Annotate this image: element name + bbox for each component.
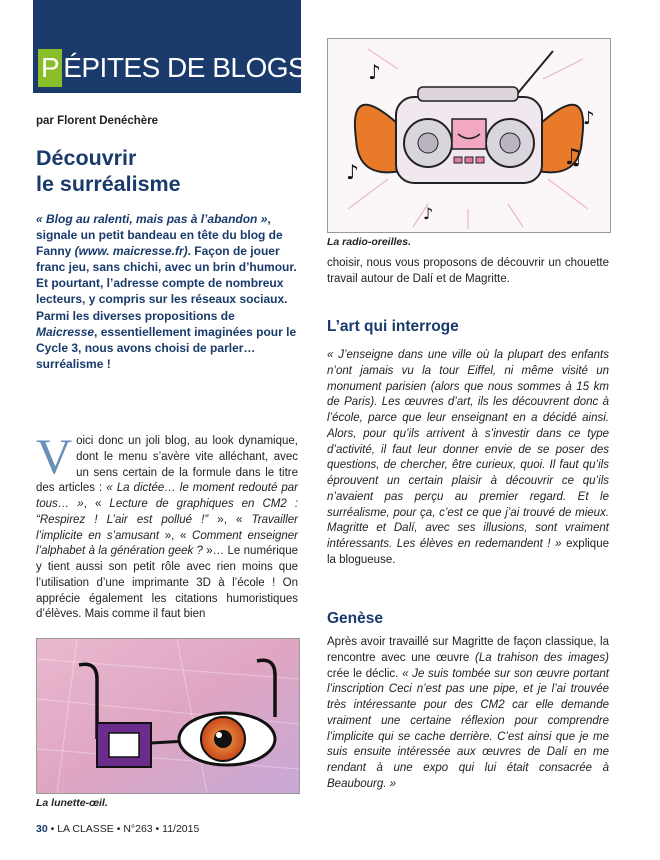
heading-art-qui-interroge: L’art qui interroge	[327, 318, 459, 335]
intro-paragraph	[36, 428, 299, 623]
lead-quote: « Blog au ralenti, mais pas à l’abandon »	[36, 212, 268, 226]
heading-genese: Genèse	[327, 610, 384, 627]
page-number: 30	[36, 823, 48, 835]
article-headline	[36, 145, 296, 197]
svg-text:♪: ♪	[368, 60, 381, 84]
article-title-3: Travailler l’implicite en s’amusant	[36, 513, 298, 542]
svg-text:♪: ♪	[423, 204, 434, 223]
art-quote-attribution: explique la blogueuse.	[327, 538, 609, 566]
headline-line-2: le surréalisme	[36, 172, 181, 196]
lead-text-2: . Façon de jouer franc jeu, sans chichi, avec un brin d’humour. Et pourtant, l’adresse compte de nombreux lecteurs, y compris sur les réseaux sociaux. Parmi les diverses propositions de	[36, 244, 297, 323]
section-title	[38, 49, 306, 87]
genese-paragraph	[327, 635, 609, 793]
intro-text-1: oici donc un joli blog, au look dynamique, dont le menu s’avère vite alléchant, avec un sens certain de la formule dans le titre des articles :	[36, 435, 298, 495]
section-title-initial: P	[38, 49, 62, 87]
headline-line-1: Découvrir	[36, 146, 137, 170]
radio-oreilles-drawing	[327, 38, 611, 233]
lead-text-3: , essentiellement imaginées pour le Cycle 3, nous avons choisi de parler… surréalisme !	[36, 324, 297, 371]
art-quote-paragraph	[327, 348, 609, 569]
svg-text:♪: ♪	[346, 160, 359, 184]
author-byline: par Florent Denéchère	[36, 115, 159, 127]
intro-text-5: »… Le numérique y tient aussi son petit rôle avec rien moins que l’utilisation d’une imprimante 3D à l’école ! On apprécie également les citations humoristiques d’élèves. Mais comme il faut bien	[36, 545, 298, 621]
intro-text-4: », «	[159, 529, 193, 542]
intro-text-2: , «	[83, 498, 110, 510]
lead-url[interactable]: (www. maicresse.fr)	[74, 244, 188, 259]
intro-text-3: », «	[208, 513, 252, 526]
page-footer	[36, 823, 199, 835]
svg-text:♫: ♫	[563, 145, 583, 170]
genese-text-2: crée le déclic.	[327, 667, 403, 680]
article-title-4: Comment enseigner l’alphabet à la génération geek ?	[36, 529, 299, 558]
genese-text-1: Après avoir travaillé sur Magritte de façon classique, la rencontre avec une œuvre	[327, 636, 609, 664]
lunette-oeil-illustration	[37, 639, 299, 793]
article-title-2: Lecture de graphiques en CM2 : “Respirez ! L’air est pollué !”	[36, 498, 299, 526]
footer-publication: • LA CLASSE • N°263 • 11/2015	[47, 823, 200, 835]
lead-blog-name: Maicresse	[36, 324, 95, 339]
genese-quote: « Je suis tombée sur son œuvre portant l’inscription Ceci n’est pas une pipe, et je l’ai trouvée très intéressante pour des CM2 car elle demande vraiment une certaine réflexion pour comprendre l’implicite qui se cache derrière. C’est ainsi que je me suis ensuite intéressée aux œuvres de Dalí en me rendant à une expo qui lui était consacrée à Beaubourg. »	[327, 667, 609, 790]
article-lead	[36, 211, 298, 372]
section-title-rest: ÉPITES DE BLOGS	[63, 52, 307, 83]
article-title-1: « La dictée… le moment redouté par tous… »	[36, 482, 298, 510]
lead-text-1: , signale un petit bandeau en tête du blog de Fanny	[36, 212, 283, 259]
radio-oreilles-illustration	[328, 39, 610, 232]
drop-cap: V	[36, 428, 73, 484]
col2-intro-paragraph: choisir, nous vous proposons de découvrir un chouette travail autour de Dalí et de Magritte.	[327, 257, 609, 285]
genese-work-title: (La trahison des images)	[475, 651, 610, 664]
caption-lunette-oeil: La lunette-œil.	[36, 797, 108, 809]
caption-radio-oreilles: La radio-oreilles.	[327, 236, 412, 248]
lunette-oeil-drawing	[36, 638, 300, 794]
art-quote: « J’enseigne dans une ville où la plupart des enfants n’ont jamais vu la tour Eiffel, ni même visité un monument parisien (alors que nous sommes à 15 km de Paris). Les œuvres d’art, ils les découvrent donc à l’école, parce que leur enseignant en a décidé ainsi. Alors, pour qu’ils arrivent à s’investir dans ce type d’activité, il faut leur donner envie de se poser des questions, de chercher, être curieux, quoi. Il faut qu’ils éprouvent un certain plaisir à découvrir ce qu’ils n’avaient pas perçu au premier regard. Et le surréalisme, pour ça, c’est ce que j’ai trouvé de mieux. Magritte et Dalí, avec ses illusions, sont vraiment intéressants. Les élèves en redemandent ! »	[327, 349, 609, 550]
svg-text:♪: ♪	[583, 108, 595, 129]
